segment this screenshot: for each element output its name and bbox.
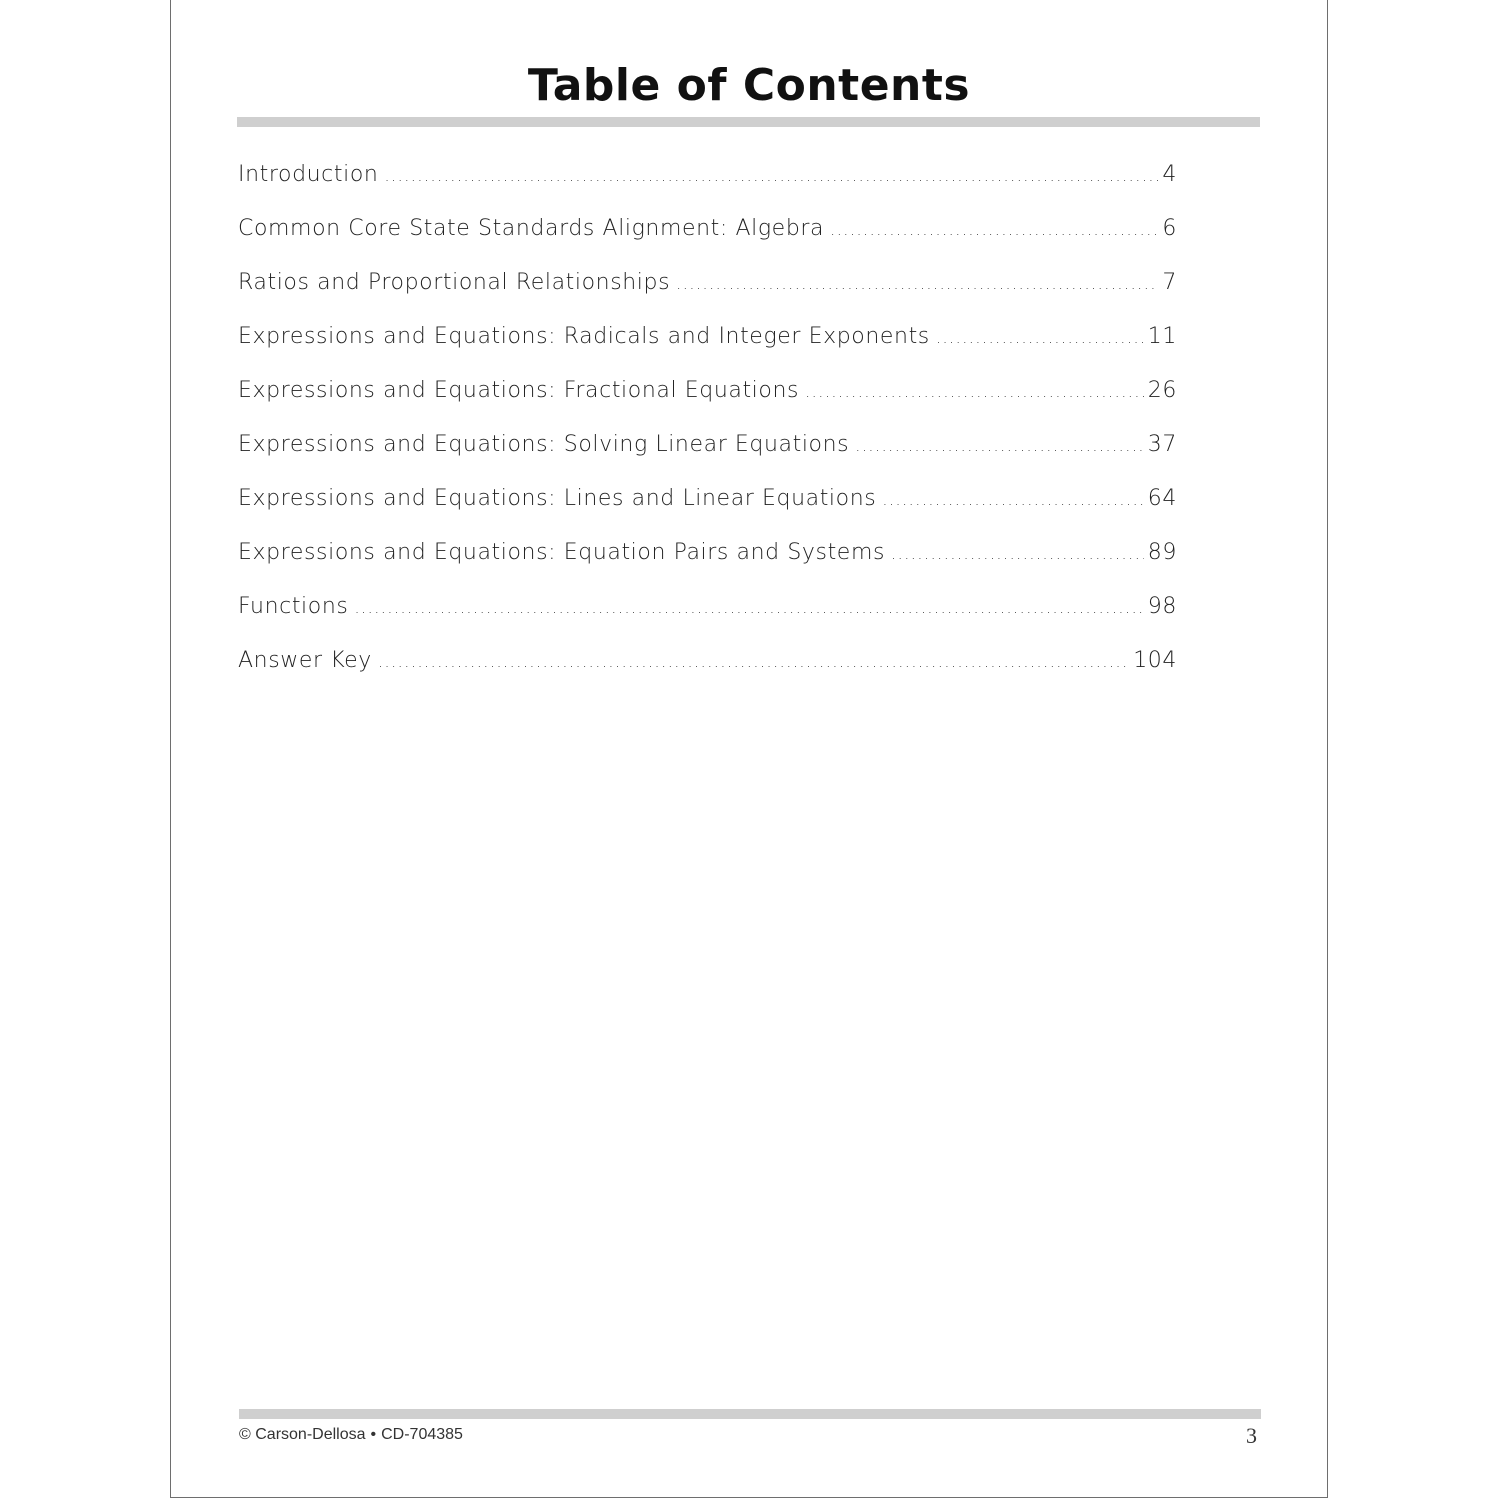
toc-entry-ccss-alignment[interactable] xyxy=(238,216,1177,270)
dot-leader xyxy=(378,652,1129,671)
bullet-separator: • xyxy=(370,1426,377,1443)
page-title: Table of Contents xyxy=(527,60,971,111)
toc-entry-page-number: 104 xyxy=(1133,648,1177,673)
toc-entry-page-number: 64 xyxy=(1147,486,1177,511)
toc-entry-label: Expressions and Equations: Radicals and Integer Exponents xyxy=(238,324,930,349)
title-underline-rule xyxy=(237,117,1260,127)
toc-entry-label: Expressions and Equations: Equation Pairs and Systems xyxy=(238,540,886,565)
toc-entry-page-number: 26 xyxy=(1147,378,1177,403)
toc-entry-label: Expressions and Equations: Fractional Equations xyxy=(238,378,800,403)
toc-entry-page-number: 4 xyxy=(1162,162,1177,187)
dot-leader xyxy=(855,436,1144,455)
dot-leader xyxy=(676,274,1158,293)
toc-entry-label: Functions xyxy=(238,594,349,619)
toc-entry-label: Answer Key xyxy=(238,648,372,673)
document-page xyxy=(170,0,1328,1498)
toc-entry-page-number: 7 xyxy=(1162,270,1177,295)
toc-entry-page-number: 98 xyxy=(1147,594,1177,619)
toc-entry-label: Ratios and Proportional Relationships xyxy=(238,270,671,295)
toc-entry-ratios[interactable] xyxy=(238,270,1177,324)
product-code: CD-704385 xyxy=(381,1426,463,1443)
toc-entry-functions[interactable] xyxy=(238,594,1177,648)
dot-leader xyxy=(805,382,1144,401)
toc-entry-label: Introduction xyxy=(238,162,379,187)
dot-leader xyxy=(936,328,1144,347)
toc-entry-label: Expressions and Equations: Solving Linear Equations xyxy=(238,432,850,457)
toc-entry-page-number: 6 xyxy=(1162,216,1177,241)
toc-entry-page-number: 11 xyxy=(1147,324,1177,349)
toc-entry-fractional-equations[interactable] xyxy=(238,378,1177,432)
dot-leader xyxy=(384,166,1158,185)
toc-entry-answer-key[interactable] xyxy=(238,648,1177,702)
table-of-contents-list xyxy=(238,162,1177,702)
page-number: 3 xyxy=(1246,1423,1257,1448)
toc-entry-equation-pairs-systems[interactable] xyxy=(238,540,1177,594)
copyright-text: © Carson-Dellosa xyxy=(239,1426,366,1443)
toc-entry-label: Common Core State Standards Alignment: Algebra xyxy=(238,216,825,241)
toc-entry-lines-linear-equations[interactable] xyxy=(238,486,1177,540)
toc-entry-page-number: 89 xyxy=(1147,540,1177,565)
dot-leader xyxy=(830,220,1158,239)
dot-leader xyxy=(354,598,1143,617)
toc-entry-introduction[interactable] xyxy=(238,162,1177,216)
toc-entry-solving-linear-equations[interactable] xyxy=(238,432,1177,486)
footer-publisher-info xyxy=(239,1426,463,1444)
dot-leader xyxy=(882,490,1143,509)
toc-entry-radicals-exponents[interactable] xyxy=(238,324,1177,378)
toc-entry-page-number: 37 xyxy=(1147,432,1177,457)
footer-rule xyxy=(239,1409,1261,1419)
toc-entry-label: Expressions and Equations: Lines and Linear Equations xyxy=(238,486,877,511)
dot-leader xyxy=(891,544,1144,563)
